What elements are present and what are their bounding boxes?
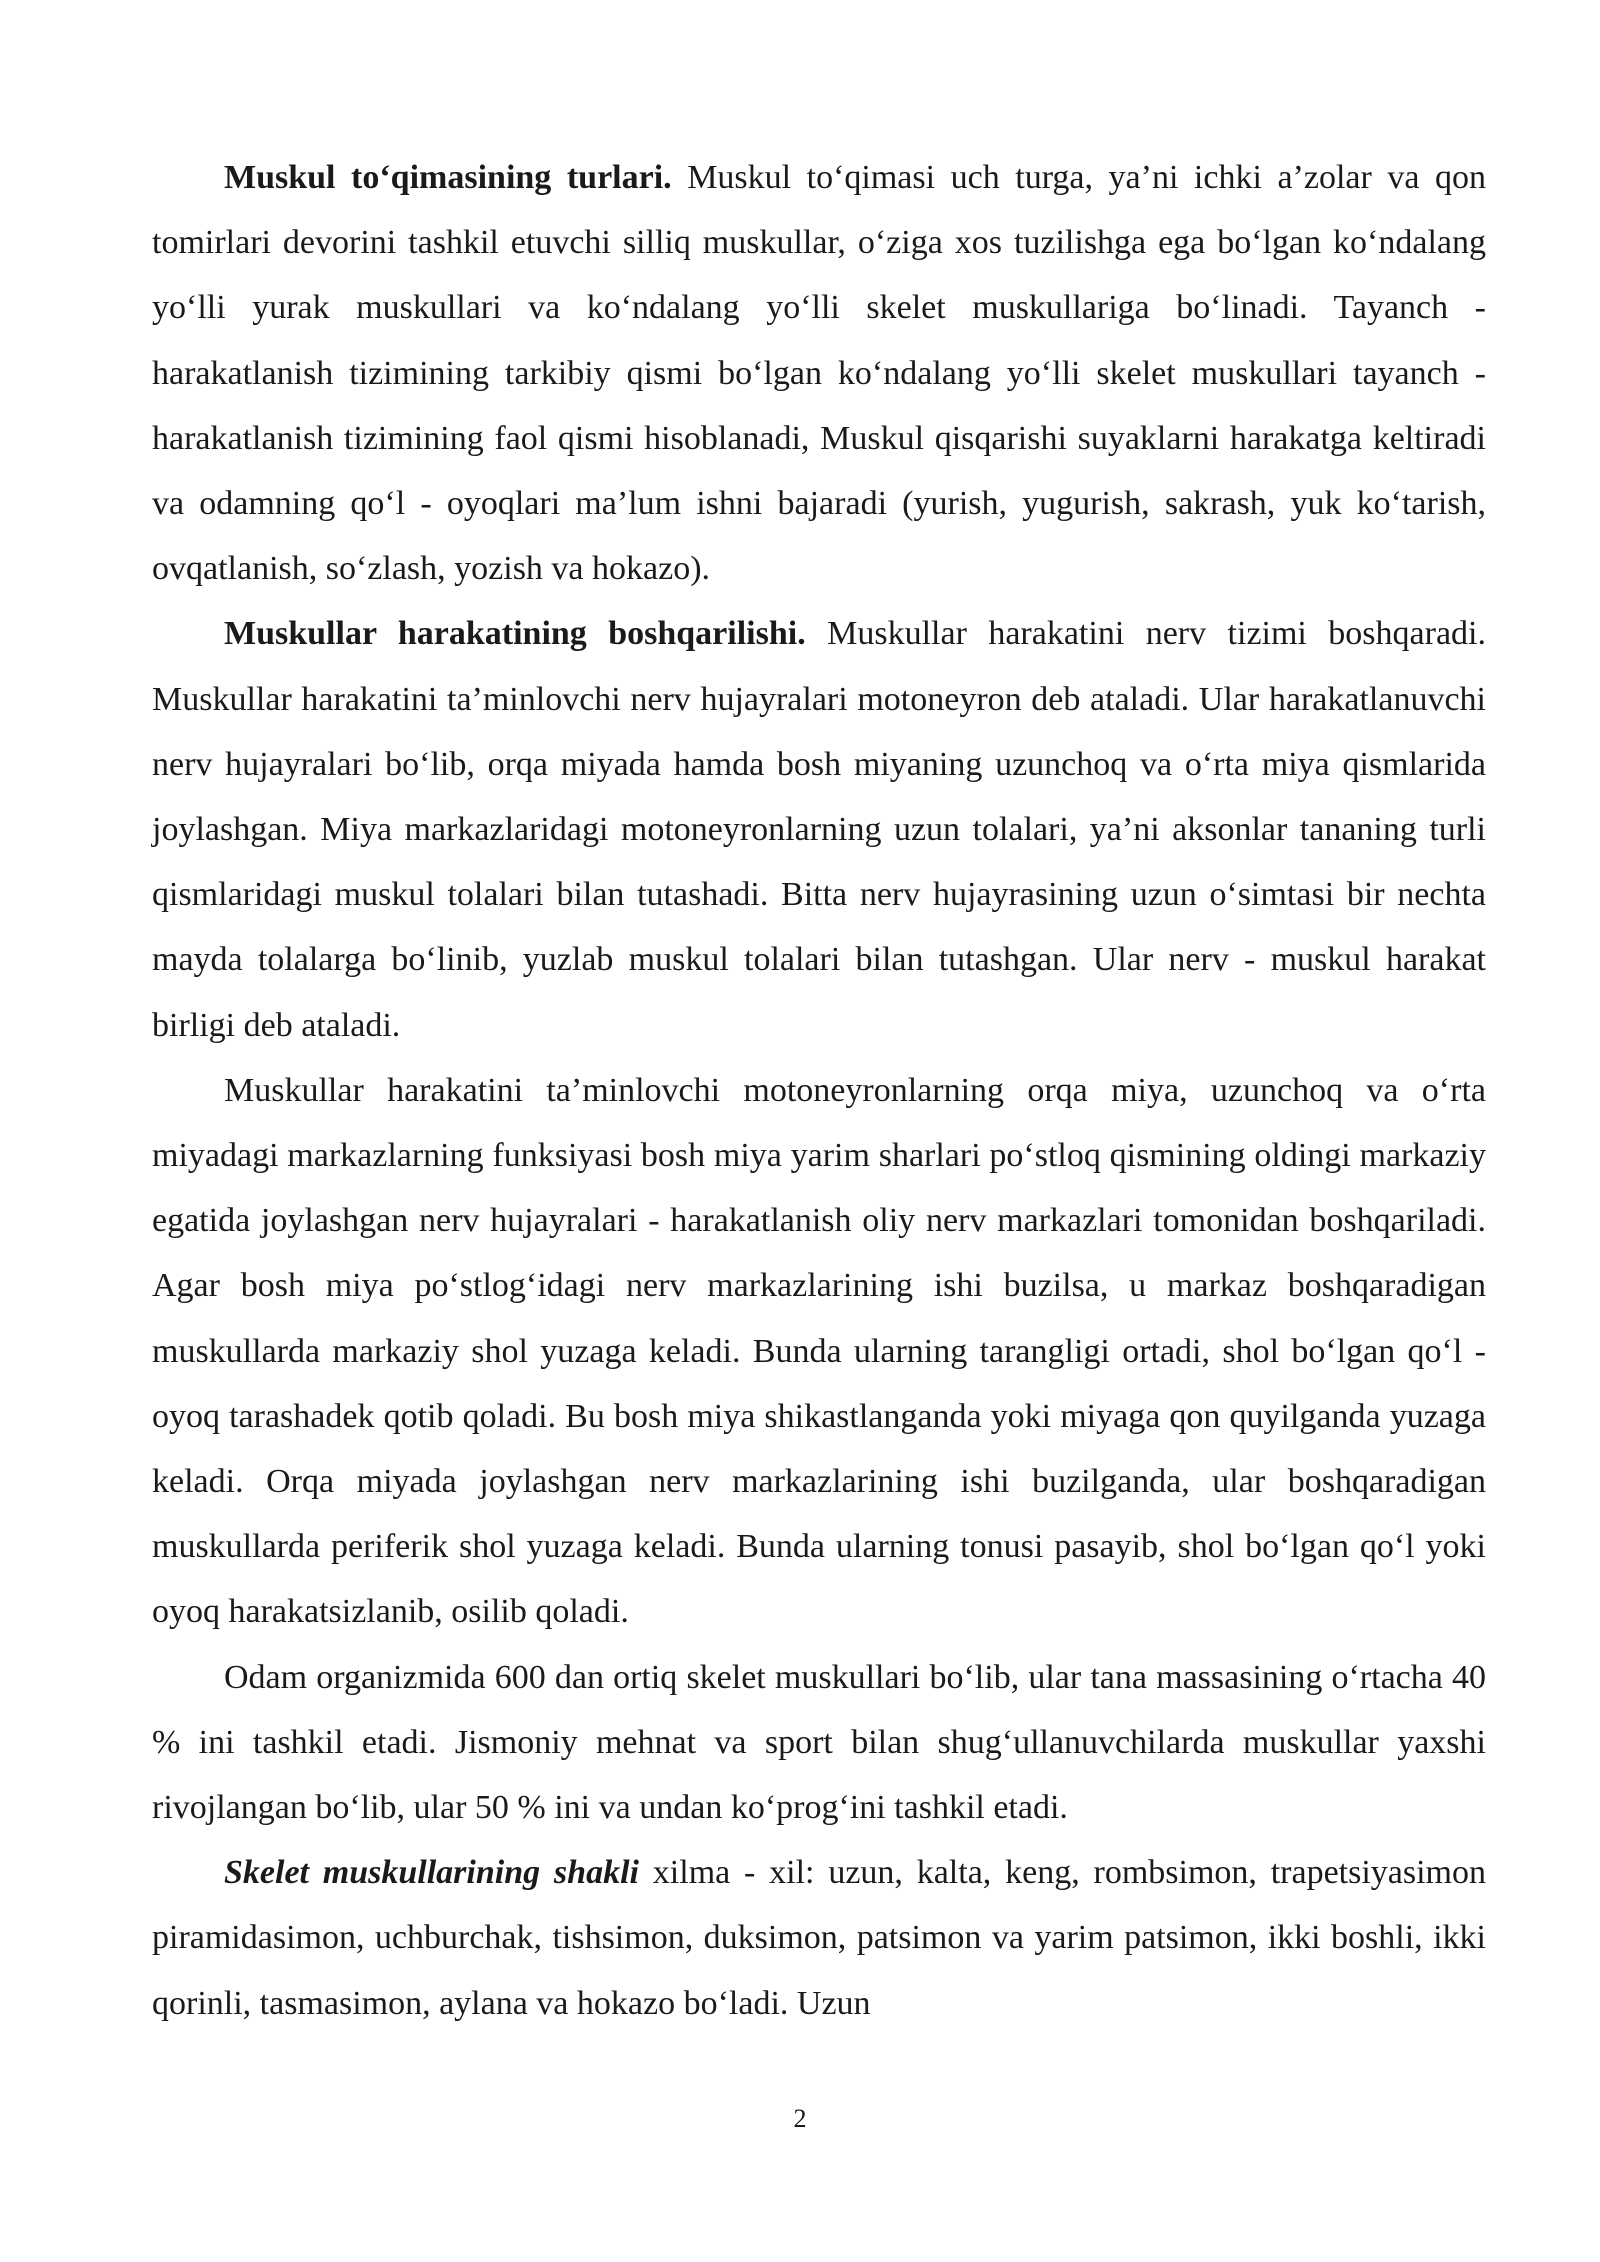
paragraph-text: Odam organizmida 600 dan ortiq skelet muskullari bo‘lib, ular tana massasining o‘rtacha 40 % ini tashkil etadi. Jismoniy mehnat va sport bilan shug‘ullanuvchilarda muskullar yaxshi rivojlangan bo‘lib, ular 50 % ini va undan ko‘prog‘ini tashkil etadi. — [152, 1658, 1486, 1827]
paragraph-text: Muskul to‘qimasi uch turga, ya’ni ichki a’zolar va qon tomirlari devorini tashkil etuvchi silliq muskullar, o‘ziga xos tuzilishga ega bo‘lgan ko‘ndalang yo‘lli yurak muskullari va ko‘ndalang yo‘lli skelet muskullariga bo‘linadi. Tayanch - harakatlanish tizimining tarkibiy qismi bo‘lgan ko‘ndalang yo‘lli skelet muskullari tayanch - harakatlanish tizimining faol qismi hisoblanadi, Muskul qisqarishi suyaklarni harakatga keltiradi va odamning qo‘l - oyoqlari ma’lum ishni bajaradi (yurish, yugurish, sakrash, yuk ko‘tarish, ovqatlanish, so‘zlash, yozish va hokazo). — [152, 159, 1486, 588]
paragraph-heading: Muskul to‘qimasining turlari. — [224, 159, 672, 196]
body-text — [152, 145, 1486, 2036]
paragraph-heading: Muskullar harakatining boshqarilishi. — [224, 615, 806, 653]
paragraph-text: Muskullar harakatini nerv tizimi boshqaradi. Muskullar harakatini ta’minlovchi nerv hujayralari motoneyron deb ataladi. Ular harakatlanuvchi nerv hujayralari bo‘lib, orqa miyada hamda bosh miyaning uzunchoq va o‘rta miya qismlarida joylashgan. Miya markazlaridagi motoneyronlarning uzun tolalari, ya’ni aksonlar tananing turli qismlaridagi muskul tolalari bilan tutashadi. Bitta nerv hujayrasining uzun o‘simtasi bir nechta mayda tolalarga bo‘linib, yuzlab muskul tolalari bilan tutashgan. Ular nerv - muskul harakat birligi deb ataladi. — [152, 615, 1486, 1044]
page-number: 2 — [793, 2104, 807, 2133]
paragraph-motor-centers — [152, 1058, 1486, 1645]
paragraph-text: xilma - xil: uzun, kalta, keng, rombsimon, trapetsiyasimon piramidasimon, uchburchak, tishsimon, duksimon, patsimon va yarim patsimon, ikki boshli, ikki qorinli, tasmasimon, aylana va hokazo bo‘ladi. Uzun — [152, 1854, 1487, 2022]
paragraph-muscle-mass — [152, 1645, 1486, 1841]
paragraph-text: Muskullar harakatini ta’minlovchi motoneyronlarning orqa miya, uzunchoq va o‘rta miyadagi markazlarning funksiyasi bosh miya yarim sharlari po‘stloq qismining oldingi markaziy egatida joylashgan nerv hujayralari - harakatlanish oliy nerv markazlari tomonidan boshqariladi. Agar bosh miya po‘stlog‘idagi nerv markazlarining ishi buzilsa, u markaz boshqaradigan muskullarda markaziy shol yuzaga keladi. Bunda ularning tarangligi ortadi, shol bo‘lgan qo‘l - oyoq tarashadek qotib qoladi. Bu bosh miya shikastlanganda yoki miyaga qon quyilganda yuzaga keladi. Orqa miyada joylashgan nerv markazlarining ishi buzilganda, ular boshqaradigan muskullarda periferik shol yuzaga keladi. Bunda ularning tonusi pasayib, shol bo‘lgan qo‘l yoki oyoq harakatsizlanib, osilib qoladi. — [152, 1071, 1486, 1631]
paragraph-muscle-tissue-types — [152, 145, 1486, 601]
paragraph-muscle-control — [152, 601, 1486, 1057]
paragraph-muscle-shapes — [152, 1840, 1486, 2036]
paragraph-heading: Skelet muskullarining shakli — [224, 1854, 639, 1892]
